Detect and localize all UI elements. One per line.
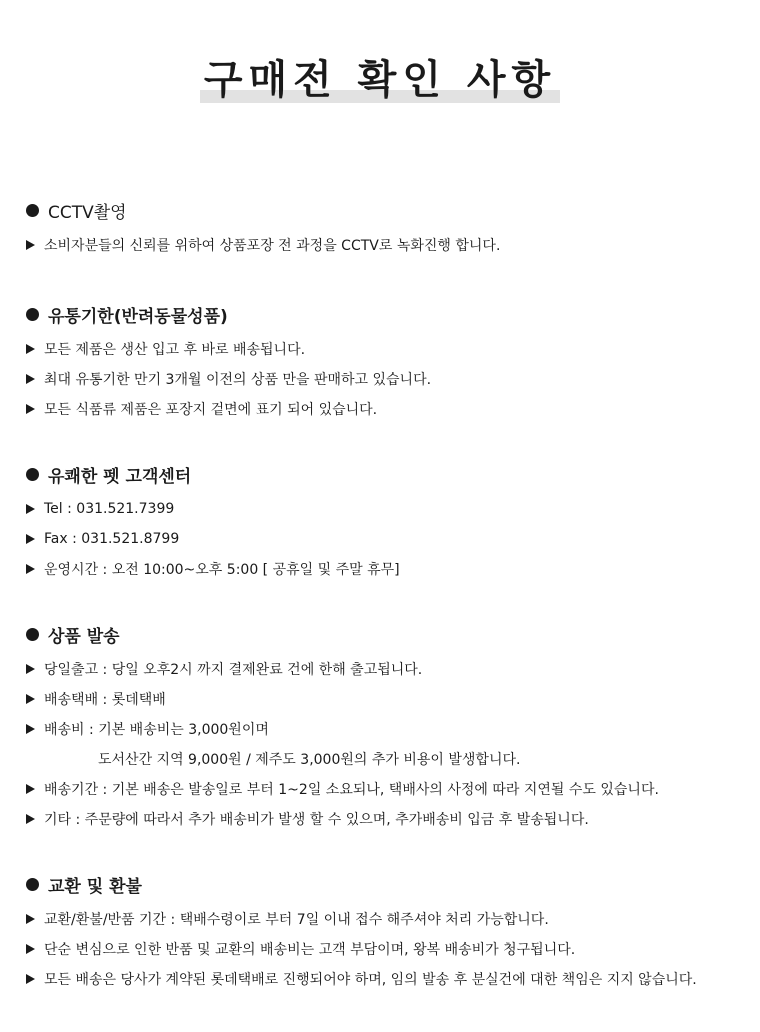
- page-title-text: 구매전 확인 사항: [203, 57, 557, 103]
- section-items: [26, 494, 750, 584]
- list-item: [26, 714, 750, 744]
- section-exchange-refund: [26, 872, 750, 994]
- section-heading-text: CCTV촬영: [48, 202, 127, 223]
- list-item: [26, 804, 750, 834]
- section-heading-text: 유쾌한 펫 고객센터: [48, 466, 192, 487]
- list-item-text: 도서산간 지역 9,000원 / 제주도 3,000원의 추가 비용이 발생합니다.: [98, 752, 521, 768]
- section-heading: [26, 302, 750, 326]
- list-item-continuation: [26, 744, 750, 774]
- section-items: [26, 904, 750, 994]
- title-container: [0, 56, 760, 104]
- list-item-text: 소비자분들의 신뢰를 위하여 상품포장 전 과정을 CCTV로 녹화진행 합니다.: [44, 238, 501, 254]
- triangle-right-icon: [26, 974, 35, 984]
- list-item-text: 모든 제품은 생산 입고 후 바로 배송됩니다.: [44, 342, 306, 358]
- list-item-text: Tel : 031.521.7399: [44, 501, 175, 517]
- list-item-text: 모든 식품류 제품은 포장지 겉면에 표기 되어 있습니다.: [44, 402, 378, 418]
- triangle-right-icon: [26, 664, 35, 674]
- list-item-text: 운영시간 : 오전 10:00~오후 5:00 [ 공휴일 및 주말 휴무]: [44, 562, 400, 578]
- list-item-text: 단순 변심으로 인한 반품 및 교환의 배송비는 고객 부담이며, 왕복 배송비가 청구됩니다.: [44, 942, 576, 958]
- list-item: [26, 394, 750, 424]
- list-item-text: 배송택배 : 롯데택배: [44, 692, 166, 708]
- triangle-right-icon: [26, 534, 35, 544]
- list-item: [26, 774, 750, 804]
- section-heading: [26, 198, 750, 222]
- list-item: [26, 334, 750, 364]
- list-item-fax: [26, 524, 750, 554]
- section-expiration: [26, 302, 750, 424]
- triangle-right-icon: [26, 944, 35, 954]
- bullet-dot-icon: [26, 878, 39, 891]
- triangle-right-icon: [26, 914, 35, 924]
- section-items: [26, 654, 750, 834]
- triangle-right-icon: [26, 694, 35, 704]
- section-heading: [26, 622, 750, 646]
- list-item: [26, 964, 750, 994]
- triangle-right-icon: [26, 504, 35, 514]
- triangle-right-icon: [26, 404, 35, 414]
- section-cctv: [26, 198, 750, 260]
- list-item: [26, 654, 750, 684]
- list-item: [26, 904, 750, 934]
- list-item-text: 당일출고 : 당일 오후2시 까지 결제완료 건에 한해 출고됩니다.: [44, 662, 423, 678]
- triangle-right-icon: [26, 724, 35, 734]
- list-item-text: Fax : 031.521.8799: [44, 531, 180, 547]
- list-item-text: 최대 유통기한 만기 3개월 이전의 상품 만을 판매하고 있습니다.: [44, 372, 432, 388]
- triangle-right-icon: [26, 814, 35, 824]
- triangle-right-icon: [26, 784, 35, 794]
- list-item-text: 모든 배송은 당사가 계약된 롯데택배로 진행되어야 하며, 임의 발송 후 분실건에 대한 책임은 지지 않습니다.: [44, 972, 697, 988]
- triangle-right-icon: [26, 240, 35, 250]
- list-item: [26, 364, 750, 394]
- list-item-tel: [26, 494, 750, 524]
- list-item: [26, 934, 750, 964]
- section-shipping: [26, 622, 750, 834]
- list-item-text: 배송비 : 기본 배송비는 3,000원이며: [44, 722, 269, 738]
- section-heading: [26, 462, 750, 486]
- list-item-hours: [26, 554, 750, 584]
- section-items: [26, 230, 750, 260]
- triangle-right-icon: [26, 564, 35, 574]
- list-item-text: 교환/환불/반품 기간 : 택배수령이로 부터 7일 이내 접수 해주셔야 처리 가능합니다.: [44, 912, 549, 928]
- section-heading: [26, 872, 750, 896]
- section-customer-center: [26, 462, 750, 584]
- bullet-dot-icon: [26, 628, 39, 641]
- section-heading-text: 교환 및 환불: [48, 876, 142, 897]
- list-item-text: 배송기간 : 기본 배송은 발송일로 부터 1~2일 소요되나, 택배사의 사정에 따라 지연될 수도 있습니다.: [44, 782, 659, 798]
- section-items: [26, 334, 750, 424]
- bullet-dot-icon: [26, 468, 39, 481]
- section-heading-text: 유통기한(반려동물성품): [48, 306, 228, 327]
- triangle-right-icon: [26, 374, 35, 384]
- page-title: [202, 56, 558, 104]
- bullet-dot-icon: [26, 204, 39, 217]
- section-heading-text: 상품 발송: [48, 626, 120, 647]
- triangle-right-icon: [26, 344, 35, 354]
- list-item: [26, 684, 750, 714]
- list-item-text: 기타 : 주문량에 따라서 추가 배송비가 발생 할 수 있으며, 추가배송비 입금 후 발송됩니다.: [44, 812, 589, 828]
- list-item: [26, 230, 750, 260]
- bullet-dot-icon: [26, 308, 39, 321]
